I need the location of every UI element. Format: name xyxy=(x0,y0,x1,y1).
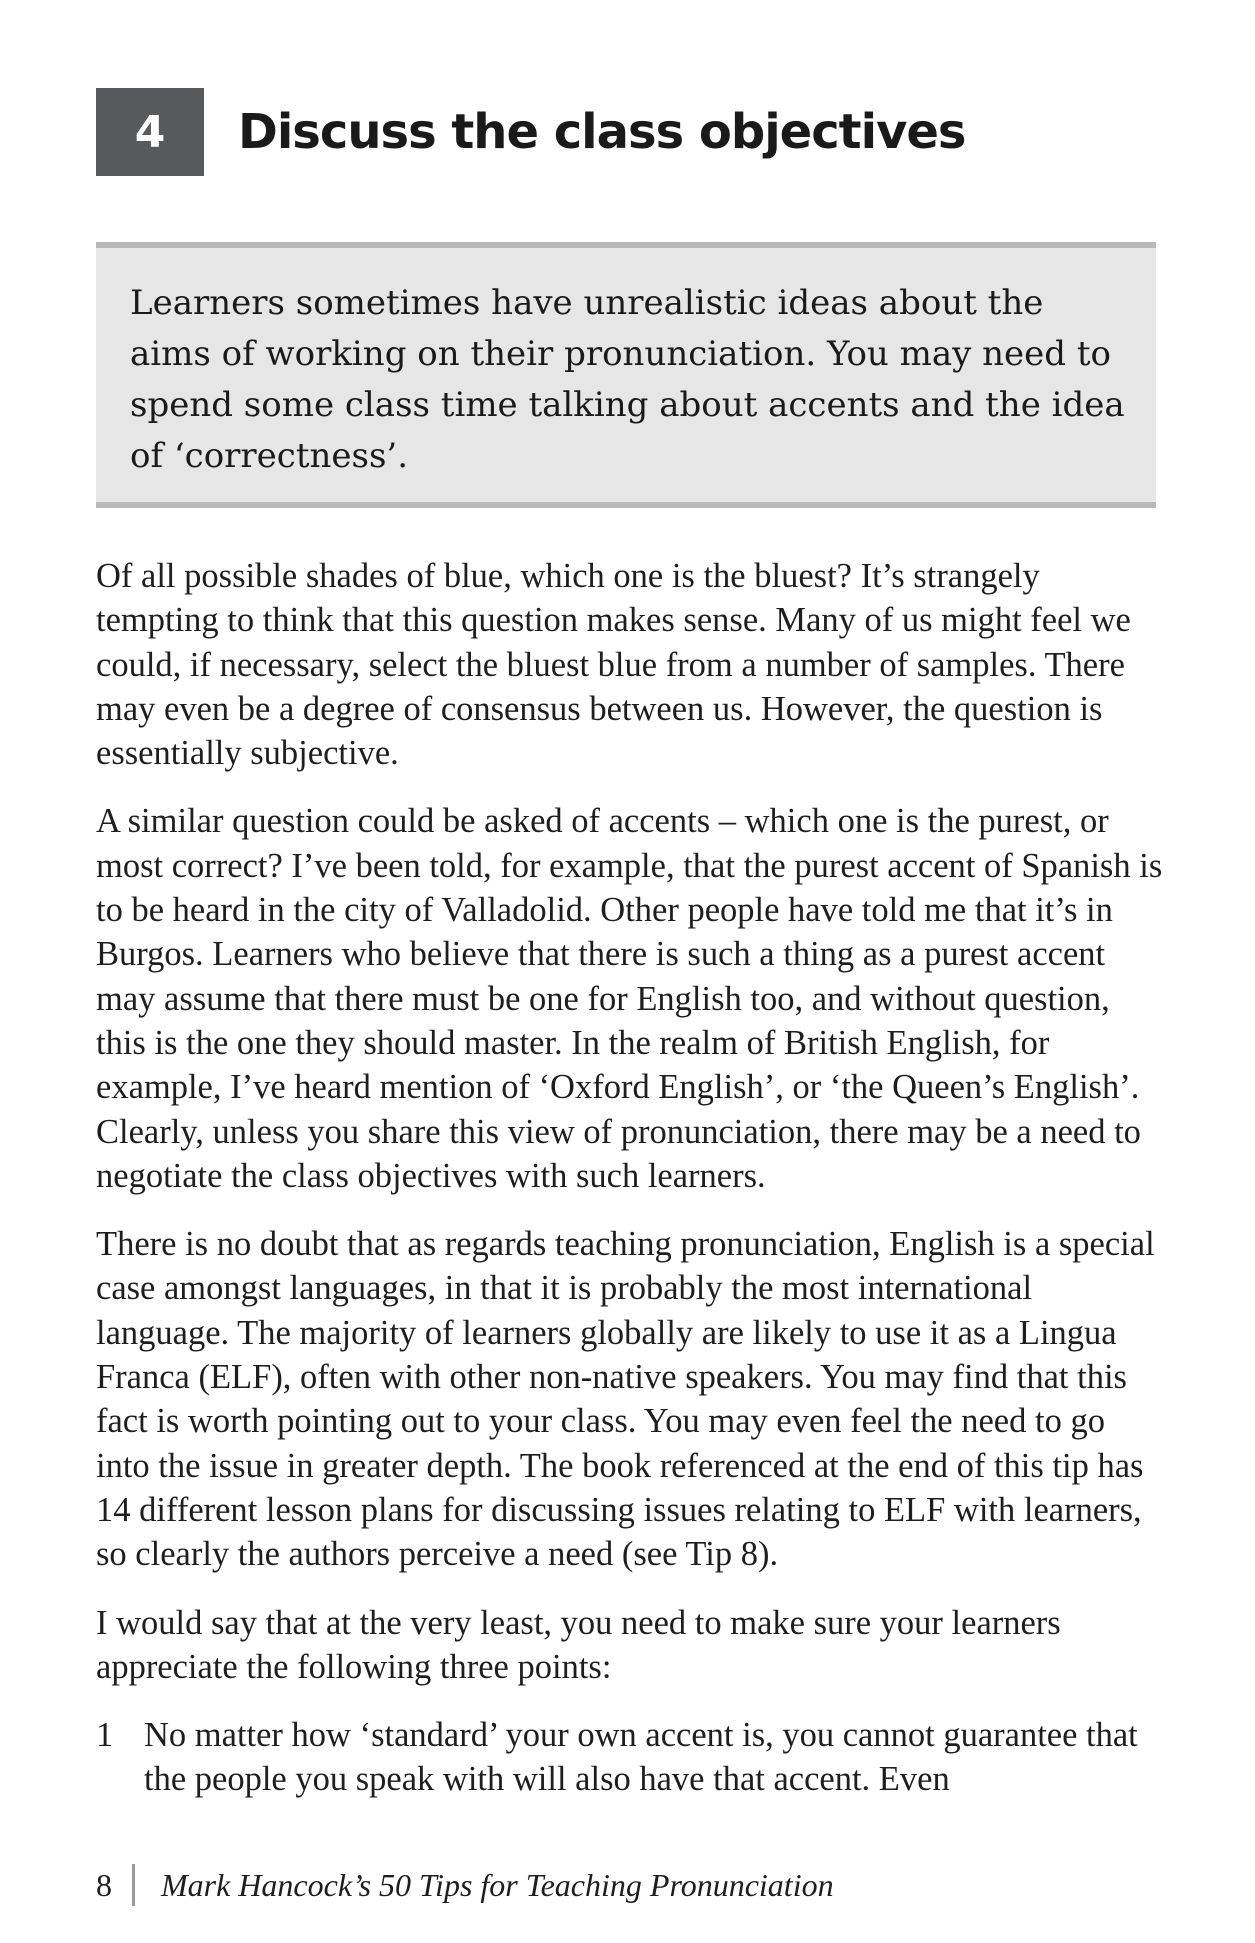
list-item xyxy=(96,1713,1166,1802)
paragraph: I would say that at the very least, you need to make sure your learners appreciate the following three points: xyxy=(96,1603,1061,1686)
tip-title: Discuss the class objectives xyxy=(238,104,966,160)
page-footer xyxy=(96,1862,834,1908)
list-item-number: 1 xyxy=(96,1716,114,1755)
summary-box xyxy=(96,242,1156,508)
body-text xyxy=(96,554,1166,1802)
tip-header xyxy=(96,88,965,176)
book-title: Mark Hancock’s 50 Tips for Teaching Pronunciation xyxy=(161,1866,834,1903)
paragraph: A similar question could be asked of accents – which one is the purest, or most correct? I’ve been told, for example, that the purest accent of Spanish is to be heard in the city of Valladolid. Other people have told me that it’s in Burgos. Learners who believe that there is such a thing as a purest accent may assume that there must be one for English too, and without question, this is the one they should master. In the realm of British English, for example, I’ve heard mention of ‘Oxford English’, or ‘the Queen’s English’. Clearly, unless you share this view of pronunciation, there may be a need to negotiate the class objectives with such learners. xyxy=(96,802,1163,1195)
tip-number-badge: 4 xyxy=(96,88,204,176)
paragraph: There is no doubt that as regards teaching pronunciation, English is a special case amongst languages, in that it is probably the most international language. The majority of learners globally are likely to use it as a Lingua Franca (ELF), often with other non-native speakers. You may find that this fact is worth pointing out to your class. You may even feel the need to go into the issue in greater depth. The book referenced at the end of this tip has 14 different lesson plans for discussing issues relating to ELF with learners, so clearly the authors perceive a need (see Tip 8). xyxy=(96,1225,1155,1574)
summary-text: Learners sometimes have unrealistic ideas about the aims of working on their pronunciation. You may need to spend some class time talking about accents and the idea of ‘correctness’. xyxy=(130,283,1125,476)
list-item-text: No matter how ‘standard’ your own accent is, you cannot guarantee that the people you speak with will also have that accent. Even xyxy=(144,1716,1138,1799)
paragraph: Of all possible shades of blue, which one is the bluest? It’s strangely tempting to think that this question makes sense. Many of us might feel we could, if necessary, select the bluest blue from a number of samples. There may even be a degree of consensus between us. However, the question is essentially subjective. xyxy=(96,557,1131,773)
footer-divider xyxy=(132,1864,135,1906)
page-number: 8 xyxy=(96,1866,112,1903)
